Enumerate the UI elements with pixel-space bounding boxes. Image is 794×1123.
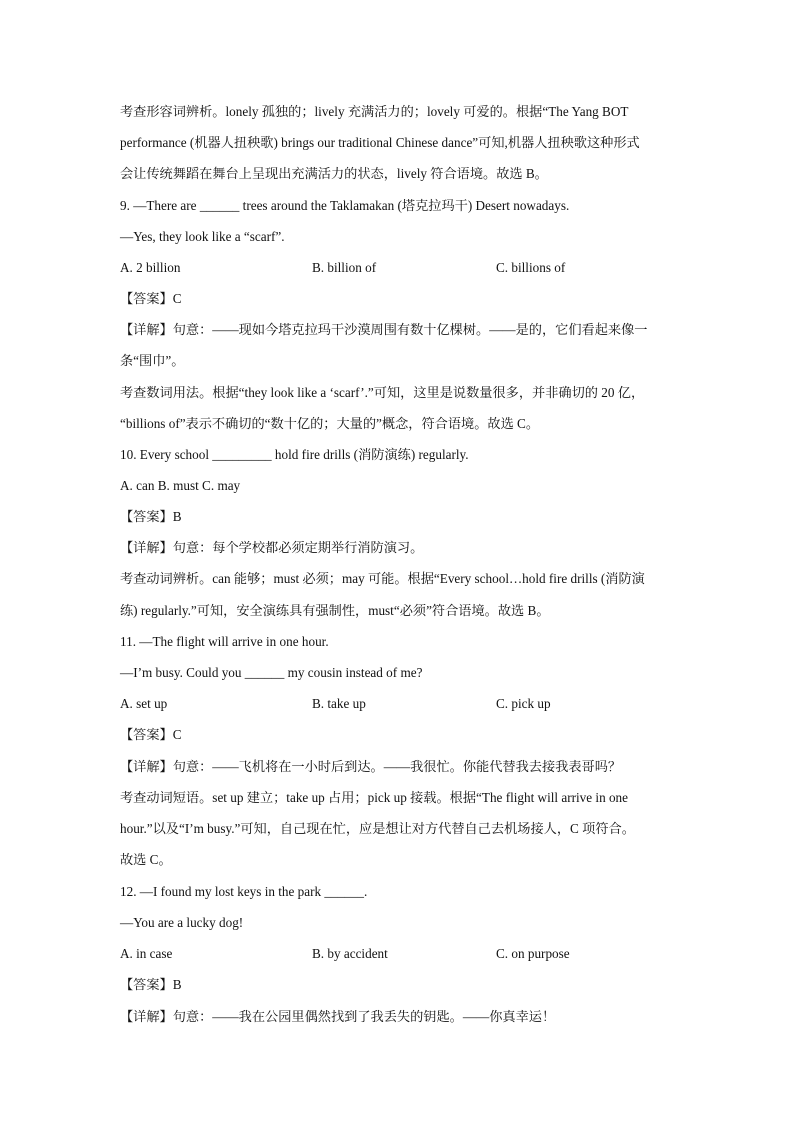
question-11-stem: 11. —The flight will arrive in one hour.	[120, 634, 329, 649]
answer-label: 【答案】C	[120, 727, 182, 742]
question-12-stem: 12. —I found my lost keys in the park ______.	[120, 884, 368, 899]
text-line: 考查形容词辨析。lonely 孤独的；lively 充满活力的；lovely 可爱的。根据“The Yang BOT	[120, 104, 629, 119]
explanation-line: 条“围巾”。	[120, 353, 185, 368]
question-11-option-c: C. pick up	[496, 696, 551, 711]
explanation-line: hour.”以及“I’m busy.”可知，自己现在忙，应是想让对方代替自己去机场接人，C 项符合。	[120, 821, 635, 836]
question-9-option-c: C. billions of	[496, 260, 566, 275]
answer-label: 【答案】B	[120, 977, 182, 992]
question-9-stem: 9. —There are ______ trees around the Taklamakan (塔克拉玛干) Desert nowadays.	[120, 198, 570, 213]
explanation-line: 考查动词短语。set up 建立；take up 占用；pick up 接载。根据“The flight will arrive in one	[120, 790, 629, 805]
explanation-line: 练) regularly.”可知，安全演练具有强制性，must“必须”符合语境。故选 B。	[120, 603, 550, 618]
explanation-line: 【详解】句意：——我在公园里偶然找到了我丢失的钥匙。——你真幸运！	[120, 1009, 556, 1024]
explanation-line: 【详解】句意：——飞机将在一小时后到达。——我很忙。你能代替我去接我表哥吗？	[120, 759, 622, 774]
explanation-line: “billions of”表示不确切的“数十亿的；大量的”概念，符合语境。故选 C。	[120, 416, 540, 431]
explanation-line: 故选 C。	[120, 852, 172, 867]
question-12-option-b: B. by accident	[312, 946, 388, 961]
question-12-option-c: C. on purpose	[496, 946, 570, 961]
question-12-option-a: A. in case	[120, 946, 173, 961]
explanation-line: 【详解】句意：——现如今塔克拉玛干沙漠周围有数十亿棵树。——是的，它们看起来像一	[120, 322, 648, 337]
text-line: performance (机器人扭秧歌) brings our traditional Chinese dance”可知,机器人扭秧歌这种形式	[120, 135, 640, 150]
answer-label: 【答案】C	[120, 291, 182, 306]
question-9-option-b: B. billion of	[312, 260, 377, 275]
question-11-option-a: A. set up	[120, 696, 168, 711]
question-9-reply: —Yes, they look like a “scarf”.	[120, 229, 285, 244]
question-11-option-b: B. take up	[312, 696, 366, 711]
explanation-line: 考查动词辨析。can 能够；must 必须；may 可能。根据“Every school…hold fire drills (消防演	[120, 571, 645, 586]
text-line: 会让传统舞蹈在舞台上呈现出充满活力的状态，lively 符合语境。故选 B。	[120, 166, 548, 181]
question-10-stem: 10. Every school _________ hold fire drills (消防演练) regularly.	[120, 447, 469, 462]
question-10-options: A. can B. must C. may	[120, 478, 241, 493]
question-9-option-a: A. 2 billion	[120, 260, 181, 275]
answer-label: 【答案】B	[120, 509, 182, 524]
question-12-reply: —You are a lucky dog!	[120, 915, 244, 930]
explanation-line: 【详解】句意：每个学校都必须定期举行消防演习。	[120, 540, 424, 555]
explanation-line: 考查数词用法。根据“they look like a ‘scarf’.”可知，这里是说数量很多，并非确切的 20 亿，	[120, 385, 645, 400]
question-11-reply: —I’m busy. Could you ______ my cousin instead of me?	[120, 665, 423, 680]
